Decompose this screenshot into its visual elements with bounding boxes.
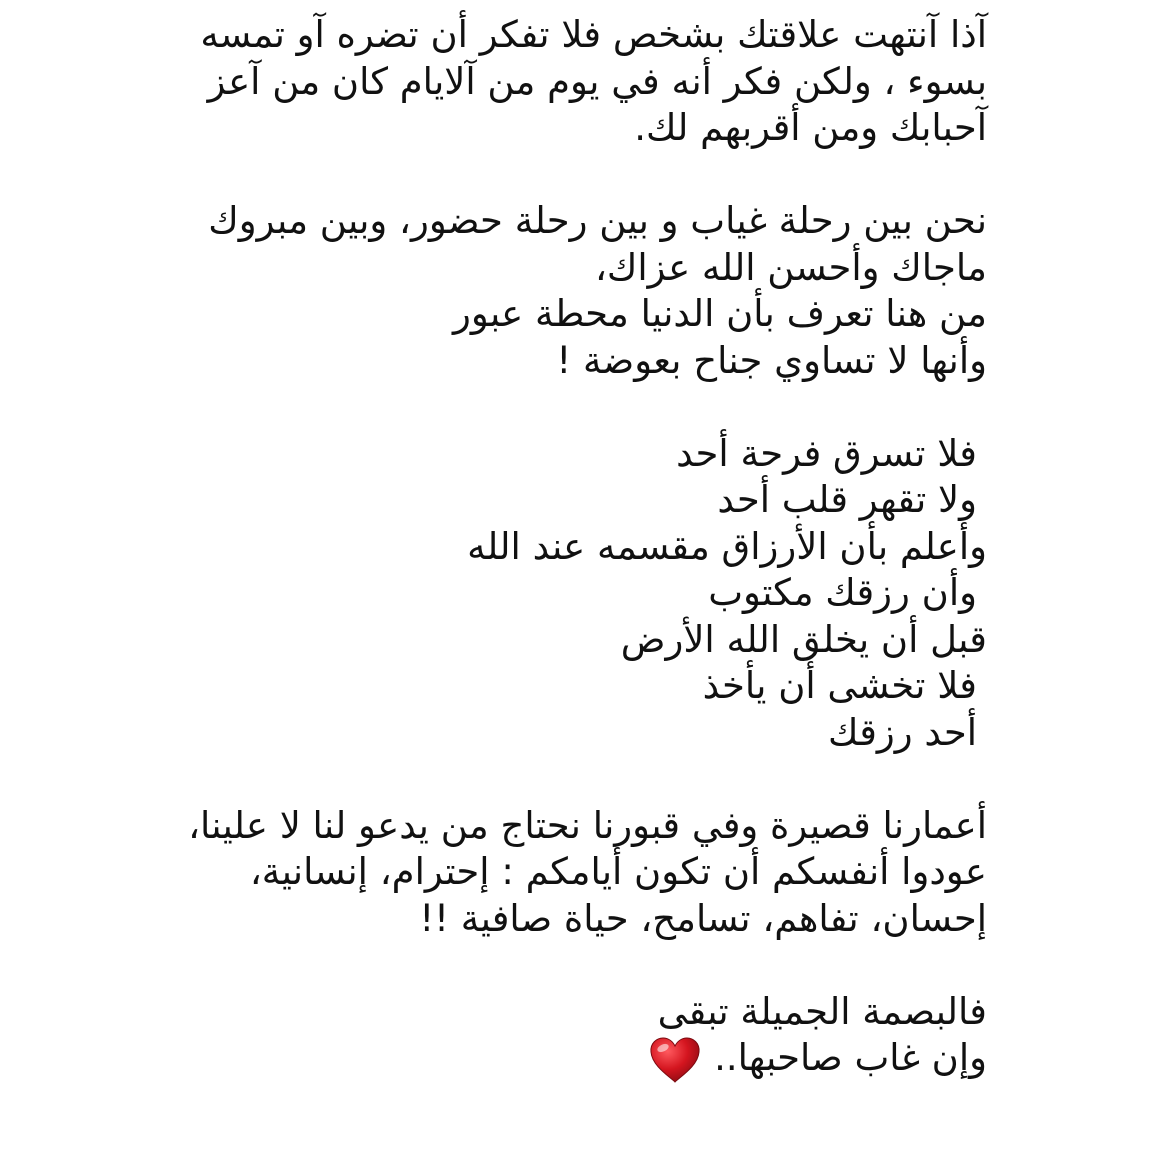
text-line: فالبصمة الجميلة تبقى (657, 989, 987, 1033)
text-line: ولا تقهر قلب أحد (717, 478, 977, 521)
paragraph-gap (187, 384, 987, 431)
text-line: بسوء ، ولكن فكر أنه في يوم من آلايام كان من آعز (207, 59, 987, 103)
paragraph-gap (187, 756, 987, 803)
text-line: وأنها لا تساوي جناح بعوضة ! (556, 338, 987, 382)
text-line: عودوا أنفسكم أن تكون أيامكم : إحترام، إنسانية، (249, 850, 987, 893)
text-line: وإن غاب صاحبها.. (714, 1036, 987, 1079)
text-line: إحسان، تفاهم، تسامح، حياة صافية !! (419, 896, 987, 940)
text-line: نحن بين رحلة غياب و بين رحلة حضور، وبين مبروك (208, 199, 987, 242)
text-line: فلا تسرق فرحة أحد (676, 431, 977, 475)
text-line-with-heart (187, 1035, 987, 1082)
text-line: أعمارنا قصيرة وفي قبورنا نحتاج من يدعو لنا لا علينا، (188, 803, 987, 847)
red-heart-icon (648, 1036, 702, 1084)
text-line: ماجاك وأحسن الله عزاك، (594, 245, 987, 289)
text-line: فلا تخشى أن يأخذ (702, 664, 977, 707)
text-line: وأعلم بأن الأرزاق مقسمه عند الله (467, 524, 987, 568)
quote-text (187, 12, 987, 1082)
text-line: آذا آنتهت علاقتك بشخص فلا تفكر أن تضره آو تمسه (200, 13, 987, 56)
text-line: آحبابك ومن أقربهم لك. (634, 106, 987, 149)
text-line: من هنا تعرف بأن الدنيا محطة عبور (453, 292, 987, 335)
text-line: وأن رزقك مكتوب (708, 571, 977, 614)
text-line: أحد رزقك (828, 710, 977, 754)
paragraph-gap (187, 152, 987, 199)
text-line: قبل أن يخلق الله الأرض (620, 617, 987, 661)
paragraph-gap (187, 942, 987, 989)
